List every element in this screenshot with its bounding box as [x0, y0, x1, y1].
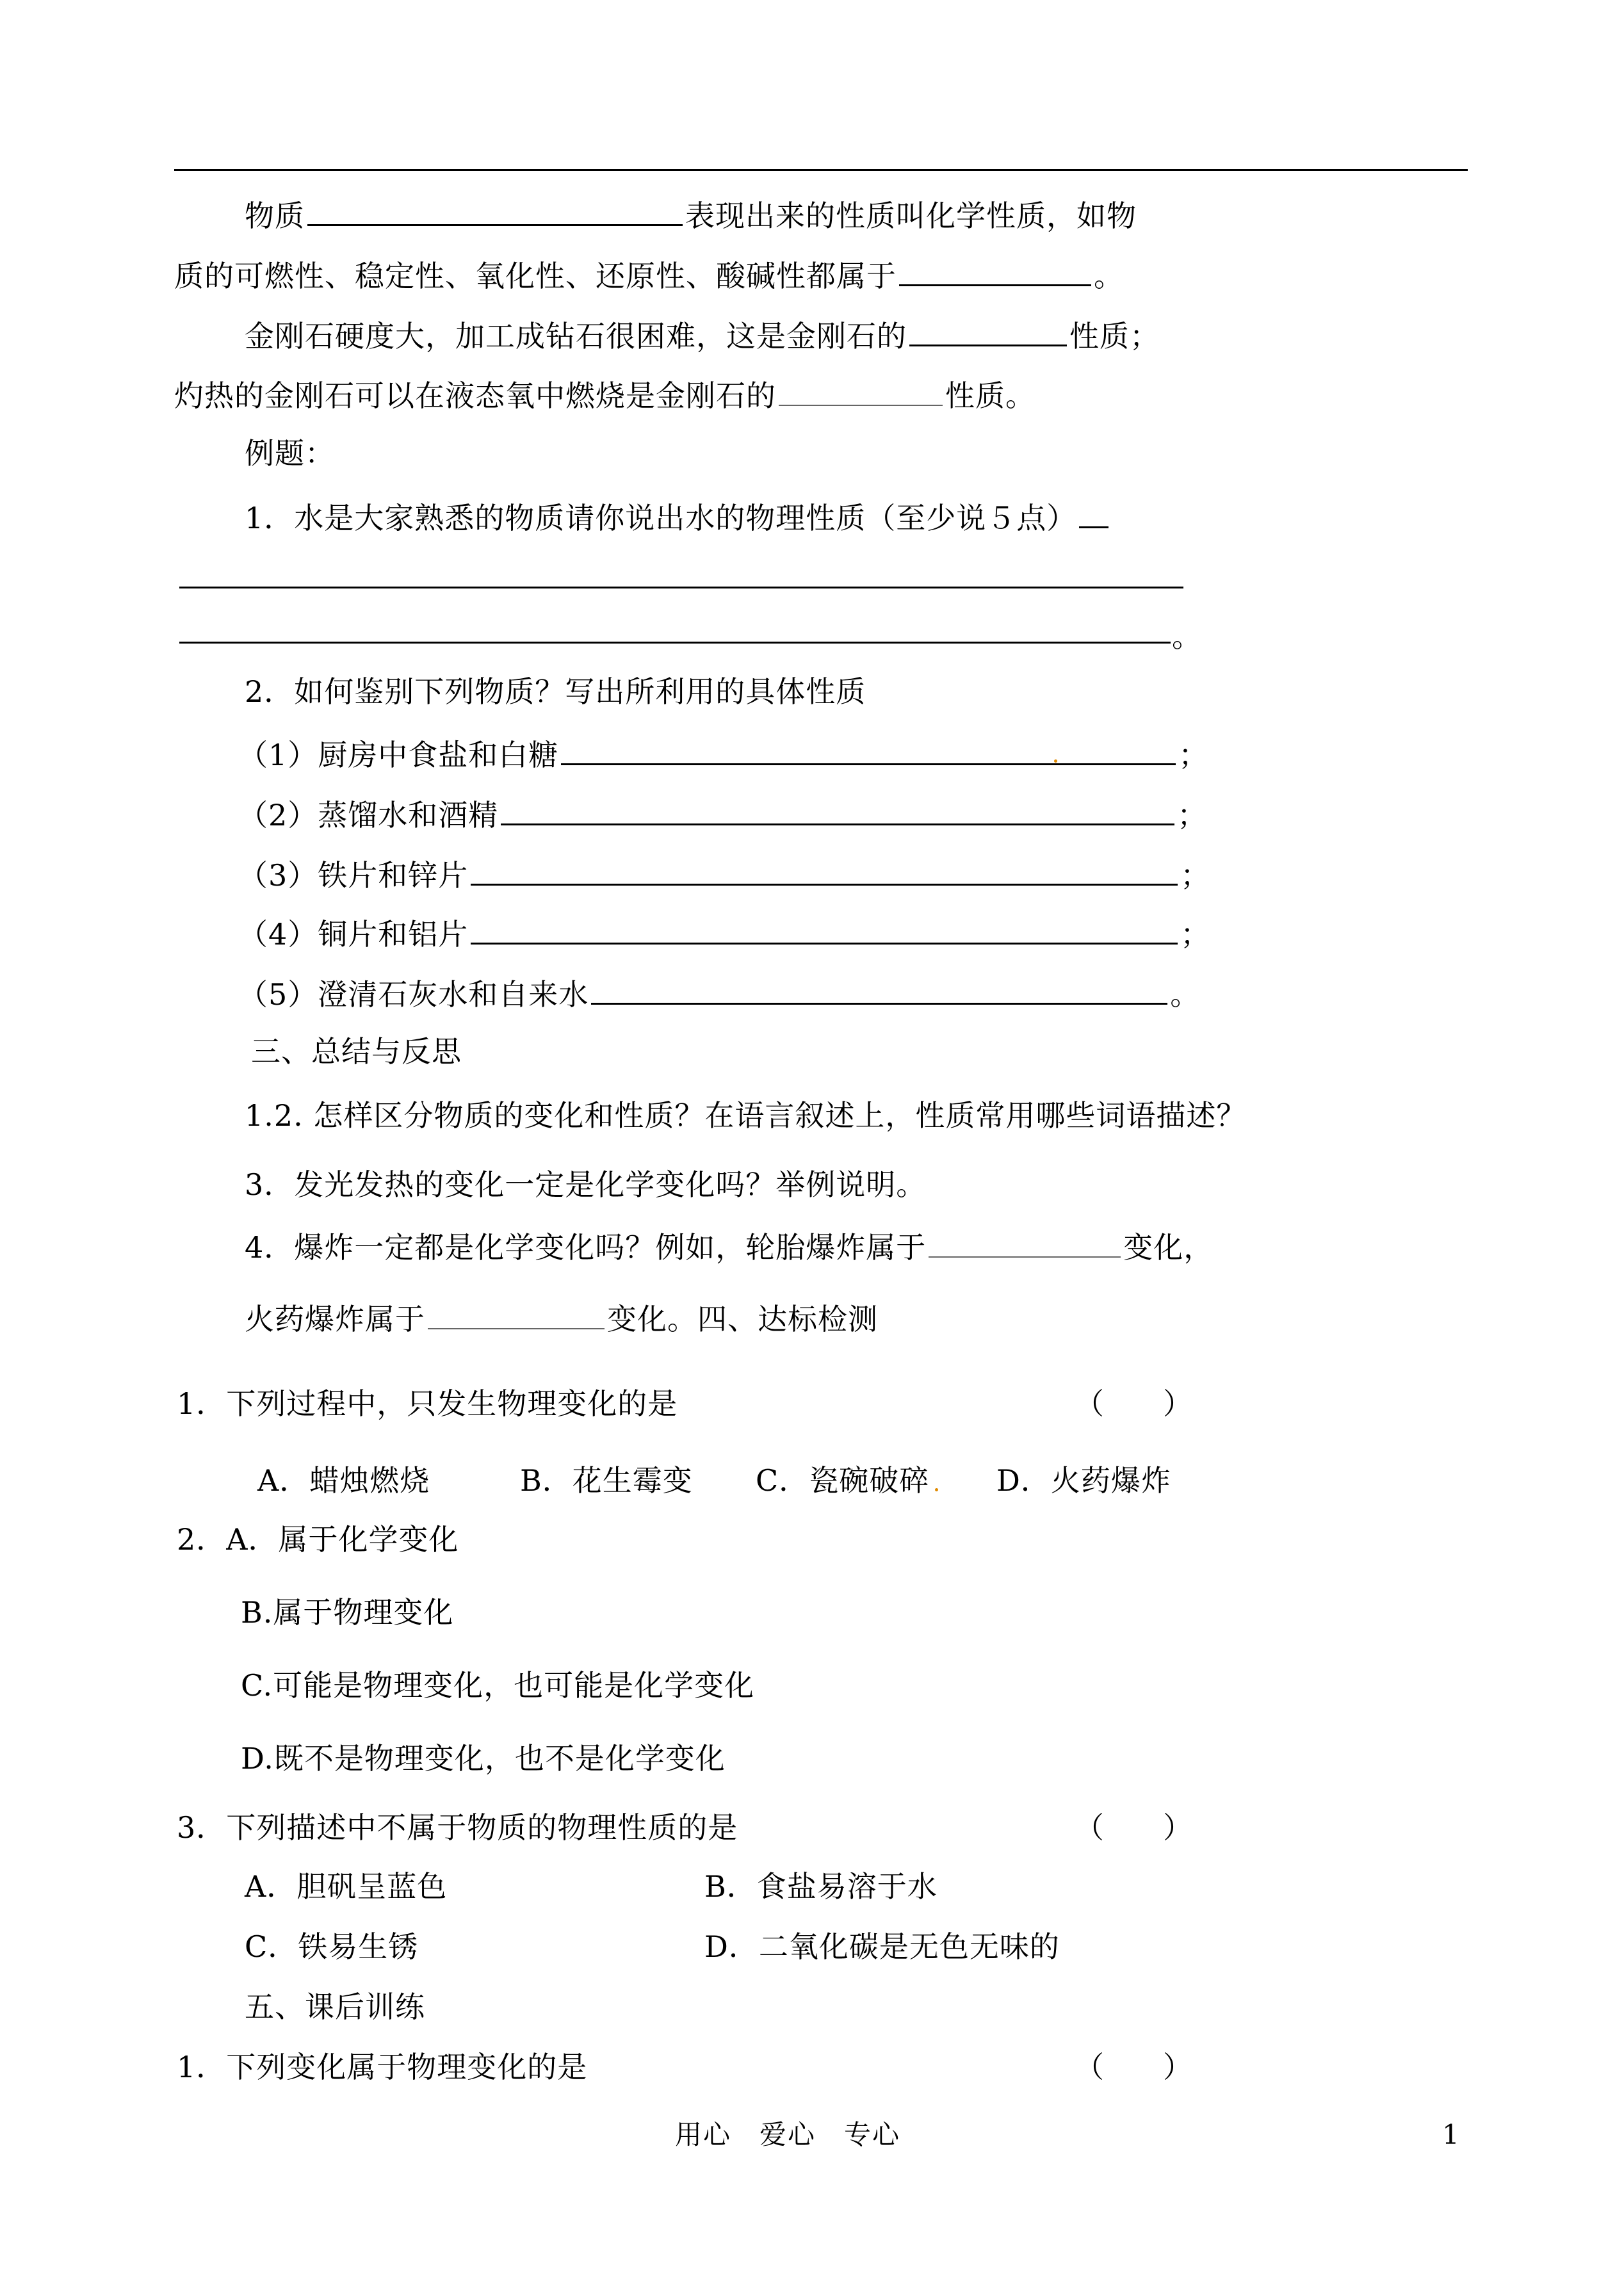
test-q3: 3．下列描述中不属于物质的物理性质的是 — [177, 1810, 738, 1845]
option[interactable]: B．食盐易溶于水 — [704, 1869, 938, 1904]
fill-blank[interactable] — [428, 1296, 605, 1329]
orange-dot — [935, 1488, 938, 1491]
text-line: 灼热的金刚石可以在液态氧中燃烧是金刚石的 性质。 — [174, 373, 1035, 416]
option[interactable]: A．蜡烛燃烧 — [257, 1463, 430, 1498]
list-item: （4）铜片和铝片 ； — [238, 911, 1210, 955]
answer-paren[interactable]: （ ） — [1075, 1386, 1192, 1421]
example-q1: 1．水是大家熟悉的物质请你说出水的物理性质（至少说５点） — [245, 494, 1111, 539]
list-item: （3）铁片和锌片 ； — [238, 852, 1210, 896]
test-q2: 2．A．属于化学变化 — [177, 1522, 459, 1557]
list-item: （1）厨房中食盐和白糖 ； — [238, 731, 1208, 775]
page-number: 1 — [1442, 2119, 1460, 2150]
examples-heading: 例题： — [245, 436, 335, 471]
fill-blank[interactable] — [909, 312, 1067, 346]
fill-blank[interactable] — [471, 911, 1178, 945]
fill-blank[interactable] — [1079, 494, 1108, 528]
fill-blank[interactable] — [561, 731, 1176, 765]
summary-q4: 4．爆炸一定都是化学变化吗？例如，轮胎爆炸属于 变化， — [245, 1224, 1214, 1268]
test-q1: 1．下列过程中，只发生物理变化的是 — [177, 1386, 678, 1421]
option[interactable]: D．二氧化碳是无色无味的 — [704, 1929, 1060, 1964]
list-item: （5）澄清石灰水和自来水 。 — [238, 971, 1200, 1015]
option[interactable]: C．瓷碗破碎 — [756, 1463, 930, 1498]
list-item: （2）蒸馏水和酒精 ； — [238, 791, 1207, 836]
header-rule — [174, 169, 1468, 171]
text-line: 质的可燃性、稳定性、氧化性、还原性、酸碱性都属于 。 — [174, 252, 1124, 296]
fill-blank[interactable] — [307, 192, 683, 226]
example-q1-end: 。 — [1172, 619, 1202, 654]
summary-q4-cont: 火药爆炸属于 变化。四、达标检测 — [245, 1296, 878, 1340]
summary-q12: 1.2. 怎样区分物质的变化和性质？在语言叙述上，性质常用哪些词语描述？ — [245, 1098, 1247, 1133]
answer-paren[interactable]: （ ） — [1075, 1810, 1192, 1845]
summary-heading: 三、总结与反思 — [251, 1034, 462, 1069]
fill-blank[interactable] — [501, 791, 1174, 825]
option[interactable]: D．火药爆炸 — [996, 1463, 1171, 1498]
option[interactable]: B.属于物理变化 — [241, 1595, 454, 1630]
option[interactable]: C．铁易生锈 — [245, 1929, 419, 1964]
fill-blank[interactable] — [471, 852, 1178, 886]
answer-line[interactable] — [179, 642, 1171, 644]
answer-line[interactable] — [179, 587, 1183, 588]
fill-blank[interactable] — [899, 252, 1091, 286]
text-line: 金刚石硬度大，加工成钻石很困难，这是金刚石的 性质； — [245, 312, 1160, 357]
example-q2: 2．如何鉴别下列物质？写出所利用的具体性质 — [245, 674, 866, 709]
orange-dot — [1054, 759, 1057, 763]
option[interactable]: A．胆矾呈蓝色 — [245, 1869, 448, 1904]
after-heading: 五、课后训练 — [245, 1990, 425, 2024]
after-q1: 1．下列变化属于物理变化的是 — [177, 2050, 588, 2084]
summary-q3: 3．发光发热的变化一定是化学变化吗？举例说明。 — [245, 1167, 927, 1202]
footer-motto: 用心 爱心 专心 — [675, 2119, 901, 2150]
answer-paren[interactable]: （ ） — [1075, 2050, 1192, 2084]
option[interactable]: B．花生霉变 — [520, 1463, 693, 1498]
option[interactable]: C.可能是物理变化，也可能是化学变化 — [241, 1668, 755, 1703]
option[interactable]: D.既不是物理变化，也不是化学变化 — [241, 1741, 726, 1776]
fill-blank[interactable] — [779, 373, 943, 406]
text-line: 物质 表现出来的性质叫化学性质，如物 — [245, 192, 1137, 236]
fill-blank[interactable] — [929, 1224, 1121, 1258]
fill-blank[interactable] — [591, 971, 1167, 1005]
